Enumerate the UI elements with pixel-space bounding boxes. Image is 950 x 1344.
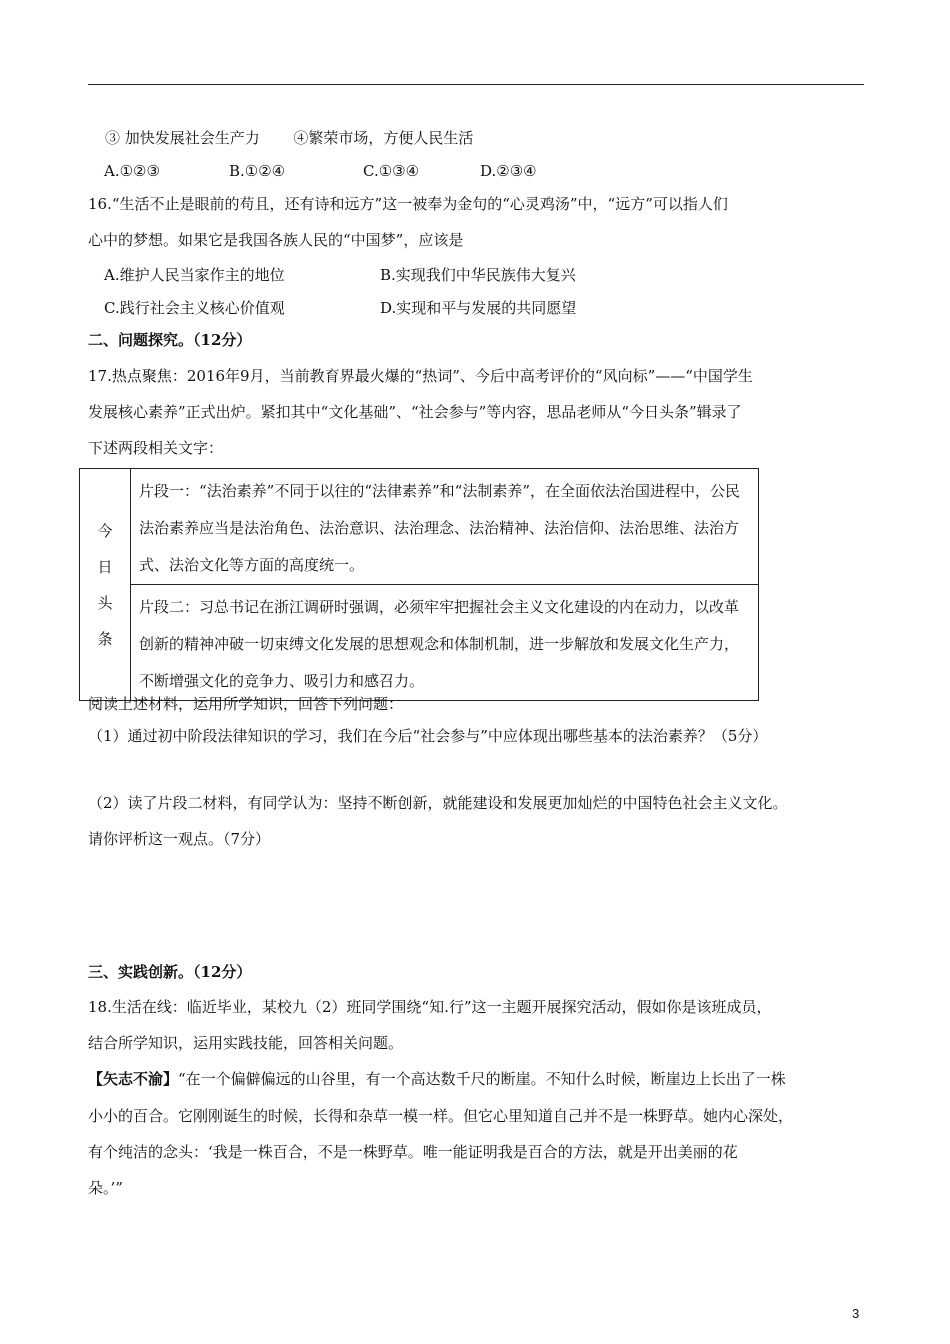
q16-option-a: A.维护人民当家作主的地位 bbox=[104, 266, 285, 284]
q18-para-line1-text: “在一个偏僻偏远的山谷里，有一个高达数千尺的断崖。不知什么时候，断崖边上长出了一株 bbox=[178, 1070, 786, 1088]
side-char-4: 条 bbox=[97, 629, 113, 648]
q17-stem-line2: 发展核心素养”正式出炉。紧扣其中“文化基础”、“社会参与”等内容，思品老师从“今日头条”辑录了 bbox=[88, 403, 742, 421]
news-fragment-2: 片段二：习总书记在浙江调研时强调，必须牢牢把握社会主义文化建设的内在动力，以改革创新的精神冲破一切束缚文化发展的思想观念和体制机制，进一步解放和发展文化生产力，不断增强文化的竞争力、吸引力和感召力。 bbox=[139, 598, 740, 690]
q17-sub2-line1: （2）读了片段二材料，有同学认为：坚持不断创新，就能建设和发展更加灿烂的中国特色社会主义文化。 bbox=[88, 794, 788, 812]
q15-option-d: D.②③④ bbox=[480, 162, 537, 180]
news-fragment-1: 片段一：“法治素养”不同于以往的“法律素养”和“法制素养”，在全面依法治国进程中，公民法治素养应当是法治角色、法治意识、法治理念、法治精神、法治信仰、法治思维、法治方式、法治文化等方面的高度统一。 bbox=[139, 482, 741, 574]
q15-option-c: C.①③④ bbox=[363, 162, 420, 180]
side-char-1: 今 bbox=[97, 521, 113, 540]
news-fragment-2-cell bbox=[131, 585, 759, 701]
q17-sub2-line2: 请你评析这一观点。（7分） bbox=[88, 830, 271, 848]
q16-options-row2 bbox=[104, 298, 576, 318]
section2-heading: 二、问题探究。（12分） bbox=[88, 331, 252, 349]
q18-stem-line1: 18.生活在线：临近毕业，某校九（2）班同学围绕“知.行”这一主题开展探究活动，假如你是该班成员， bbox=[88, 998, 772, 1016]
q17-stem-line1: 17.热点聚焦：2016年9月，当前教育界最火爆的“热词”、今后中高考评价的“风向标”——“中国学生 bbox=[88, 367, 753, 385]
q17-instruction: 阅读上述材料，运用所学知识，回答下列问题： bbox=[88, 695, 404, 713]
section3-heading: 三、实践创新。（12分） bbox=[88, 963, 252, 981]
q18-stem-line2: 结合所学知识，运用实践技能，回答相关问题。 bbox=[88, 1034, 404, 1052]
q15-item4: ④繁荣市场，方便人民生活 bbox=[293, 129, 474, 147]
q15-option-a: A.①②③ bbox=[104, 162, 160, 180]
q15-options bbox=[104, 161, 537, 181]
q16-option-b: B.实现我们中华民族伟大复兴 bbox=[380, 266, 576, 284]
q16-stem-line1: 16.“生活不止是眼前的苟且，还有诗和远方”这一被奉为金句的“心灵鸡汤”中，“远方”可以指人们 bbox=[88, 195, 728, 213]
header-rule bbox=[88, 84, 864, 85]
news-table-side-label bbox=[80, 469, 131, 701]
q15-item3: ③ 加快发展社会生产力 bbox=[105, 129, 260, 147]
page-number: 3 bbox=[852, 1306, 860, 1321]
q17-sub1: （1）通过初中阶段法律知识的学习，我们在今后“社会参与”中应体现出哪些基本的法治素养？（5分） bbox=[88, 727, 768, 745]
q15-items-line bbox=[105, 128, 473, 148]
news-fragment-1-cell bbox=[131, 469, 759, 585]
q16-option-c: C.践行社会主义核心价值观 bbox=[104, 299, 285, 317]
q16-options-row1 bbox=[104, 265, 576, 285]
q18-tag: 【矢志不渝】 bbox=[88, 1070, 179, 1088]
q18-para-line4: 朵。’” bbox=[88, 1179, 123, 1197]
q16-option-d: D.实现和平与发展的共同愿望 bbox=[380, 299, 577, 317]
side-char-2: 日 bbox=[97, 557, 113, 576]
q17-stem-line3: 下述两段相关文字： bbox=[88, 439, 224, 457]
q16-stem-line2: 心中的梦想。如果它是我国各族人民的“中国梦”，应该是 bbox=[88, 231, 464, 249]
q18-para-line1 bbox=[88, 1069, 786, 1089]
q18-para-line2: 小小的百合。它刚刚诞生的时候，长得和杂草一模一样。但它心里知道自己并不是一株野草。她内心深处， bbox=[88, 1107, 794, 1125]
q15-option-b: B.①②④ bbox=[229, 162, 286, 180]
news-table bbox=[79, 468, 759, 701]
q18-para-line3: 有个纯洁的念头：‘我是一株百合，不是一株野草。唯一能证明我是百合的方法，就是开出美丽的花 bbox=[88, 1143, 738, 1161]
side-char-3: 头 bbox=[97, 593, 113, 612]
